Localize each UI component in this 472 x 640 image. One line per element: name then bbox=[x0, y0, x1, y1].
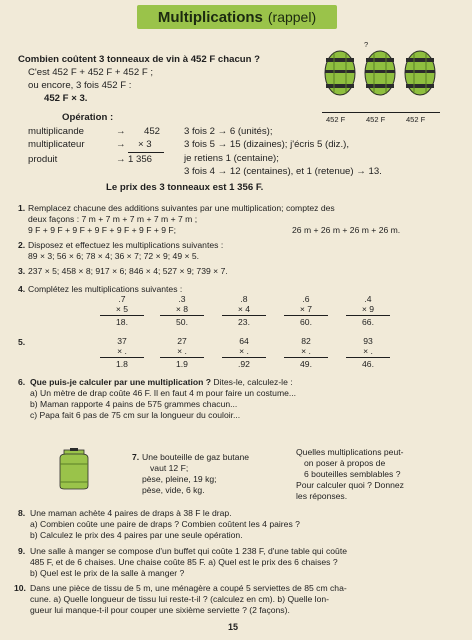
ex8-number: 8. bbox=[18, 508, 26, 518]
ex4-col-1-mid: × 5 bbox=[115, 304, 129, 314]
ex7-l4: pèse, vide, 6 kg. bbox=[142, 485, 205, 495]
ex8-l1: Une maman achète 4 paires de draps à 38 F le drap. bbox=[30, 508, 232, 518]
ex7-r1: Quelles multiplications peut- bbox=[296, 447, 404, 457]
ex5-col-1-mid: × . bbox=[117, 346, 127, 356]
ex9-l3: b) Quel est le prix de la salle à manger ? bbox=[30, 568, 185, 578]
produit-label: produit bbox=[28, 154, 58, 165]
produit-value: 1 356 bbox=[128, 154, 153, 165]
barrel-bracket-line bbox=[322, 112, 440, 113]
ex1-text1: Remplacez chacune des additions suivantes par une multiplication; comptez des bbox=[28, 203, 335, 213]
ex4-col-2-bottom: 50. bbox=[160, 315, 204, 327]
ex7-l1: Une bouteille de gaz butane bbox=[142, 452, 250, 462]
ex6-question-rest: Dites-le, calculez-le : bbox=[210, 377, 293, 387]
multiplicateur-label: multiplicateur bbox=[28, 139, 85, 150]
ex10-l1: Dans une pièce de tissu de 5 m, une ménagère a coupé 5 serviettes de 85 cm cha- bbox=[30, 583, 347, 593]
intro-line2: ou encore, 3 fois 452 F : bbox=[28, 80, 132, 91]
gas-bottle-icon bbox=[40, 448, 110, 490]
barrel-icon bbox=[320, 48, 440, 98]
gas-bottle-illustration bbox=[40, 448, 110, 490]
ex9-l2: 485 F, et de 6 chaises. Une chaise coûte 85 F. a) Quel est le prix des 6 chaises ? bbox=[30, 557, 338, 567]
ex1-text3b: 26 m + 26 m + 26 m + 26 m. bbox=[292, 225, 401, 235]
ex4-col-4-mid: × 7 bbox=[299, 304, 313, 314]
intro-line3: 452 F × 3. bbox=[44, 93, 88, 104]
ex7-r3: 6 bouteilles semblables ? bbox=[304, 469, 401, 479]
ex6-c: c) Papa fait 6 pas de 75 cm sur la longueur du couloir... bbox=[30, 410, 241, 420]
ex4-col-2 bbox=[160, 294, 204, 327]
ex4-col-1 bbox=[100, 294, 144, 327]
multiplicande-label: multiplicande bbox=[28, 126, 84, 137]
ex5-col-2 bbox=[160, 336, 204, 369]
ex5-col-1-top: 37 bbox=[117, 336, 127, 346]
barrel-price-3: 452 F bbox=[406, 115, 426, 124]
operation-rule bbox=[128, 152, 164, 153]
multiplicande-arrow: → bbox=[116, 126, 126, 137]
multiplicande-value: 452 bbox=[144, 126, 161, 137]
ex4-col-5 bbox=[346, 294, 390, 327]
step-2: 3 fois 5 → 15 (dizaines); j'écris 5 (diz.), bbox=[184, 139, 349, 150]
intro-question: Combien coûtent 3 tonneaux de vin à 452 F chacun ? bbox=[18, 54, 261, 65]
ex6-b: b) Maman rapporte 4 pains de 575 grammes chacun... bbox=[30, 399, 238, 409]
ex2-number: 2. bbox=[18, 240, 26, 250]
ex5-col-1-bottom: 1.8 bbox=[100, 357, 144, 369]
ex4-col-2-mid: × 8 bbox=[175, 304, 189, 314]
conclusion: Le prix des 3 tonneaux est 1 356 F. bbox=[106, 182, 264, 193]
ex4-col-5-mid: × 9 bbox=[361, 304, 375, 314]
ex5-number: 5. bbox=[18, 337, 26, 347]
title-sub: (rappel) bbox=[267, 9, 317, 25]
step-3: je retiens 1 (centaine); bbox=[184, 153, 279, 164]
ex4-col-5-bottom: 66. bbox=[346, 315, 390, 327]
ex8-l2: a) Combien coûte une paire de draps ? Combien coûtent les 4 paires ? bbox=[30, 519, 300, 529]
ex7-l3: pèse, pleine, 19 kg; bbox=[142, 474, 217, 484]
ex5-col-1 bbox=[100, 336, 144, 369]
ex1-number: 1. bbox=[18, 203, 26, 213]
multiplicateur-value: × 3 bbox=[138, 139, 152, 150]
ex5-col-4-top: 82 bbox=[301, 336, 311, 346]
ex5-col-4-mid: × . bbox=[301, 346, 311, 356]
ex4-col-3-bottom: 23. bbox=[222, 315, 266, 327]
ex7-r5: les réponses. bbox=[296, 491, 348, 501]
title-banner bbox=[137, 5, 337, 29]
ex3-number: 3. bbox=[18, 266, 26, 276]
ex5-col-5-bottom: 46. bbox=[346, 357, 390, 369]
ex5-col-2-bottom: 1.9 bbox=[160, 357, 204, 369]
page-number: 15 bbox=[228, 622, 239, 632]
ex2-text2: 89 × 3; 56 × 6; 78 × 4; 36 × 7; 72 × 9; 49 × 5. bbox=[28, 251, 200, 261]
ex7-r2: on poser à propos de bbox=[304, 458, 386, 468]
ex6-question bbox=[30, 377, 293, 387]
operation-heading: Opération : bbox=[62, 112, 114, 123]
multiplicateur-arrow: → bbox=[116, 139, 126, 150]
ex4-col-4-top: .6 bbox=[302, 294, 310, 304]
ex4-col-4-bottom: 60. bbox=[284, 315, 328, 327]
step-1: 3 fois 2 → 6 (unités); bbox=[184, 126, 273, 137]
ex5-col-4 bbox=[284, 336, 328, 369]
ex4-col-1-top: .7 bbox=[118, 294, 126, 304]
ex6-number: 6. bbox=[18, 377, 26, 387]
ex4-number: 4. bbox=[18, 284, 26, 294]
ex5-col-4-bottom: 49. bbox=[284, 357, 328, 369]
ex10-l3: gueur lui manque-t-il pour couper une sixième serviette ? (2 façons). bbox=[30, 605, 290, 615]
step-4: 3 fois 4 → 12 (centaines), et 1 (retenue) → 13. bbox=[184, 166, 382, 177]
ex2-text1: Disposez et effectuez les multiplications suivantes : bbox=[28, 240, 224, 250]
ex4-text: Complétez les multiplications suivantes : bbox=[28, 284, 183, 294]
ex4-col-3 bbox=[222, 294, 266, 327]
ex10-l2: cune. a) Quelle longueur de tissu lui reste-t-il ? (calculez en cm). b) Quelle lon- bbox=[30, 594, 330, 604]
ex5-col-5-mid: × . bbox=[363, 346, 373, 356]
ex3-text: 237 × 5; 458 × 8; 917 × 6; 846 × 4; 527 × 9; 739 × 7. bbox=[28, 266, 228, 276]
ex5-col-5-top: 93 bbox=[363, 336, 373, 346]
ex7-l2: vaut 12 F; bbox=[150, 463, 189, 473]
barrel-question-mark: ? bbox=[364, 40, 369, 49]
ex9-l1: Une salle à manger se compose d'un buffet qui coûte 1 238 F, d'une table qui coûte bbox=[30, 546, 348, 556]
barrel-price-1: 452 F bbox=[326, 115, 346, 124]
ex5-col-3-top: 64 bbox=[239, 336, 249, 346]
ex1-text3: 9 F + 9 F + 9 F + 9 F + 9 F + 9 F + 9 F; bbox=[28, 225, 177, 235]
title-main: Multiplications bbox=[157, 8, 263, 26]
ex1-text2: deux façons : 7 m + 7 m + 7 m + 7 m + 7 m ; bbox=[28, 214, 198, 224]
ex10-number: 10. bbox=[14, 583, 26, 593]
ex5-col-3-bottom: .92 bbox=[222, 357, 266, 369]
ex5-col-2-top: 27 bbox=[177, 336, 187, 346]
produit-arrow: → bbox=[116, 154, 126, 165]
barrel-price-2: 452 F bbox=[366, 115, 386, 124]
ex4-col-2-top: .3 bbox=[178, 294, 186, 304]
ex5-col-2-mid: × . bbox=[177, 346, 187, 356]
ex8-l3: b) Calculez le prix des 4 paires par une seule opération. bbox=[30, 530, 243, 540]
ex6-question-bold: Que puis-je calculer par une multiplication ? bbox=[30, 377, 211, 387]
ex4-col-1-bottom: 18. bbox=[100, 315, 144, 327]
ex4-col-3-top: .8 bbox=[240, 294, 248, 304]
barrels-illustration bbox=[320, 48, 440, 110]
ex5-col-5 bbox=[346, 336, 390, 369]
ex5-col-3 bbox=[222, 336, 266, 369]
ex4-col-4 bbox=[284, 294, 328, 327]
ex7-number: 7. bbox=[132, 452, 140, 462]
ex5-col-3-mid: × . bbox=[239, 346, 249, 356]
ex7-r4: Pour calculer quoi ? Donnez bbox=[296, 480, 404, 490]
ex4-col-3-mid: × 4 bbox=[237, 304, 251, 314]
intro-line1: C'est 452 F + 452 F + 452 F ; bbox=[28, 67, 154, 78]
ex4-col-5-top: .4 bbox=[364, 294, 372, 304]
ex9-number: 9. bbox=[18, 546, 26, 556]
ex6-a: a) Un mètre de drap coûte 46 F. Il en faut 4 m pour faire un costume... bbox=[30, 388, 297, 398]
